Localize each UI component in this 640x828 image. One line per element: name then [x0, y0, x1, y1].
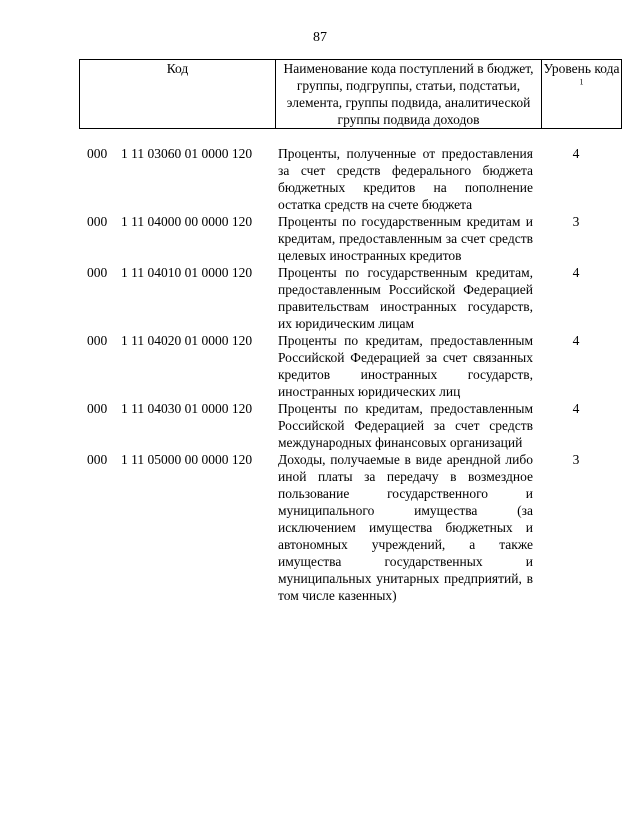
revenue-name: Проценты, полученные от предоставления за счет средств федерального бюджета бюджетных кредитов на пополнение остатка средств на счете бюджета: [278, 146, 533, 212]
revenue-name: Проценты по кредитам, предоставленным Российской Федерацией за счет связанных кредитов иностранных государств, иностранных юридических лиц: [278, 333, 533, 399]
code-level: 3: [572, 452, 580, 467]
budget-code: 000: [87, 146, 108, 161]
table-row: [79, 332, 616, 400]
code-level: 4: [572, 333, 580, 348]
header-level-label: Уровень кода: [543, 61, 620, 76]
revenue-code: 1 11 04020 01 0000 120: [121, 333, 253, 348]
revenue-code: 1 11 04000 00 0000 120: [121, 214, 253, 229]
revenue-code: 1 11 05000 00 0000 120: [121, 452, 253, 467]
code-level: 3: [572, 214, 580, 229]
code-level: 4: [572, 401, 580, 416]
header-level: [542, 60, 622, 129]
header-name-label: Наименование кода поступлений в бюджет, группы, подгруппы, статьи, подстатьи, элемента, группы подвида, аналитической группы подвида доходов: [283, 61, 534, 127]
header-code-label: Код: [166, 61, 189, 76]
revenue-name: Проценты по государственным кредитам, предоставленным Российской Федерацией правительствам иностранных государств, их юридическим лицам: [278, 265, 533, 331]
table-body: [79, 145, 616, 604]
budget-code: 000: [87, 214, 108, 229]
table-row: [79, 264, 616, 332]
budget-code: 000: [87, 333, 108, 348]
budget-code: 000: [87, 265, 108, 280]
table-row: [79, 145, 616, 213]
revenue-code: 1 11 04010 01 0000 120: [121, 265, 253, 280]
code-level: 4: [572, 146, 580, 161]
table-header: [79, 59, 622, 129]
header-name: [276, 60, 542, 129]
table-row: [79, 451, 616, 604]
page-number: 87: [313, 30, 327, 45]
header-code: [80, 60, 276, 129]
header-level-footnote: 1: [579, 77, 584, 87]
budget-code: 000: [87, 401, 108, 416]
revenue-code: 1 11 03060 01 0000 120: [121, 146, 253, 161]
revenue-code: 1 11 04030 01 0000 120: [121, 401, 253, 416]
budget-code: 000: [87, 452, 108, 467]
revenue-name: Проценты по кредитам, предоставленным Российской Федерацией за счет средств международных финансовых организаций: [278, 401, 533, 450]
table-row: [79, 213, 616, 264]
code-level: 4: [572, 265, 580, 280]
revenue-name: Проценты по государственным кредитам и кредитам, предоставленным за счет средств целевых иностранных кредитов: [278, 214, 533, 263]
table-row: [79, 400, 616, 451]
revenue-name: Доходы, получаемые в виде арендной либо иной платы за передачу в возмездное пользование государственного и муниципального имущества (за исключением имущества бюджетных и автономных учреждений, а также имущества государственных и муниципальных унитарных предприятий, в том числе казенных): [278, 452, 533, 603]
